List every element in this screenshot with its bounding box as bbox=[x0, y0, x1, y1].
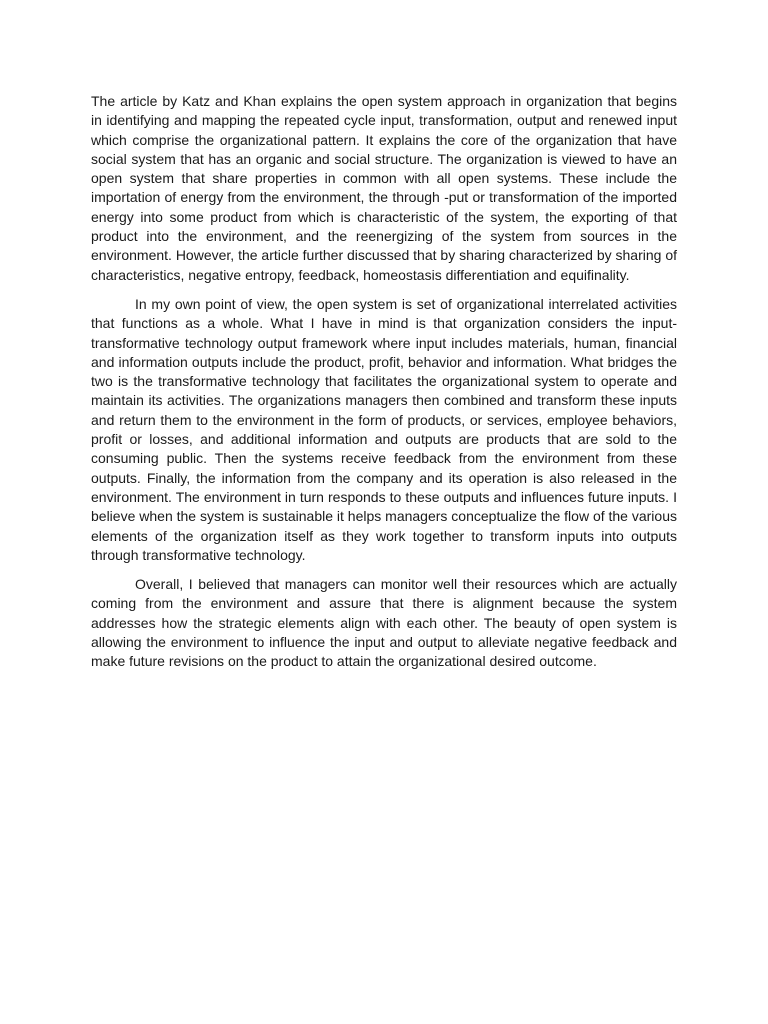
document-body bbox=[91, 92, 677, 682]
paragraph-2: In my own point of view, the open system is set of organizational interrelated activities that functions as a whole. What I have in mind is that organization considers the input- transformative technology output framework where input includes materials, human, financial and information outputs include the product, profit, behavior and information. What bridges the two is the transformative technology that facilitates the organizational system to operate and maintain its activities. The organizations managers then combined and transform these inputs and return them to the environment in the form of products, or services, employee behaviors, profit or losses, and additional information and outputs are products that are sold to the consuming public. Then the systems receive feedback from the environment from these outputs. Finally, the information from the company and its operation is also released in the environment. The environment in turn responds to these outputs and influences future inputs. I believe when the system is sustainable it helps managers conceptualize the flow of the various elements of the organization itself as they work together to transform inputs into outputs through transformative technology. bbox=[91, 295, 677, 563]
paragraph-3: Overall, I believed that managers can monitor well their resources which are actually coming from the environment and assure that there is alignment because the system addresses how the strategic elements align with each other. The beauty of open system is allowing the environment to influence the input and output to alleviate negative feedback and make future revisions on the product to attain the organizational desired outcome. bbox=[91, 576, 677, 670]
paragraph-1: The article by Katz and Khan explains the open system approach in organization that begins in identifying and mapping the repeated cycle input, transformation, output and renewed input which comprise the organizational pattern. It explains the core of the organization that have social system that has an organic and social structure. The organization is viewed to have an open system that share properties in common with all open systems. These include the importation of energy from the environment, the through -put or transformation of the imported energy into some product from which is characteristic of the system, the exporting of that product into the environment, and the reenergizing of the system from sources in the environment. However, the article further discussed that by sharing characterized by sharing of characteristics, negative entropy, feedback, homeostasis differentiation and equifinality. bbox=[91, 93, 677, 283]
